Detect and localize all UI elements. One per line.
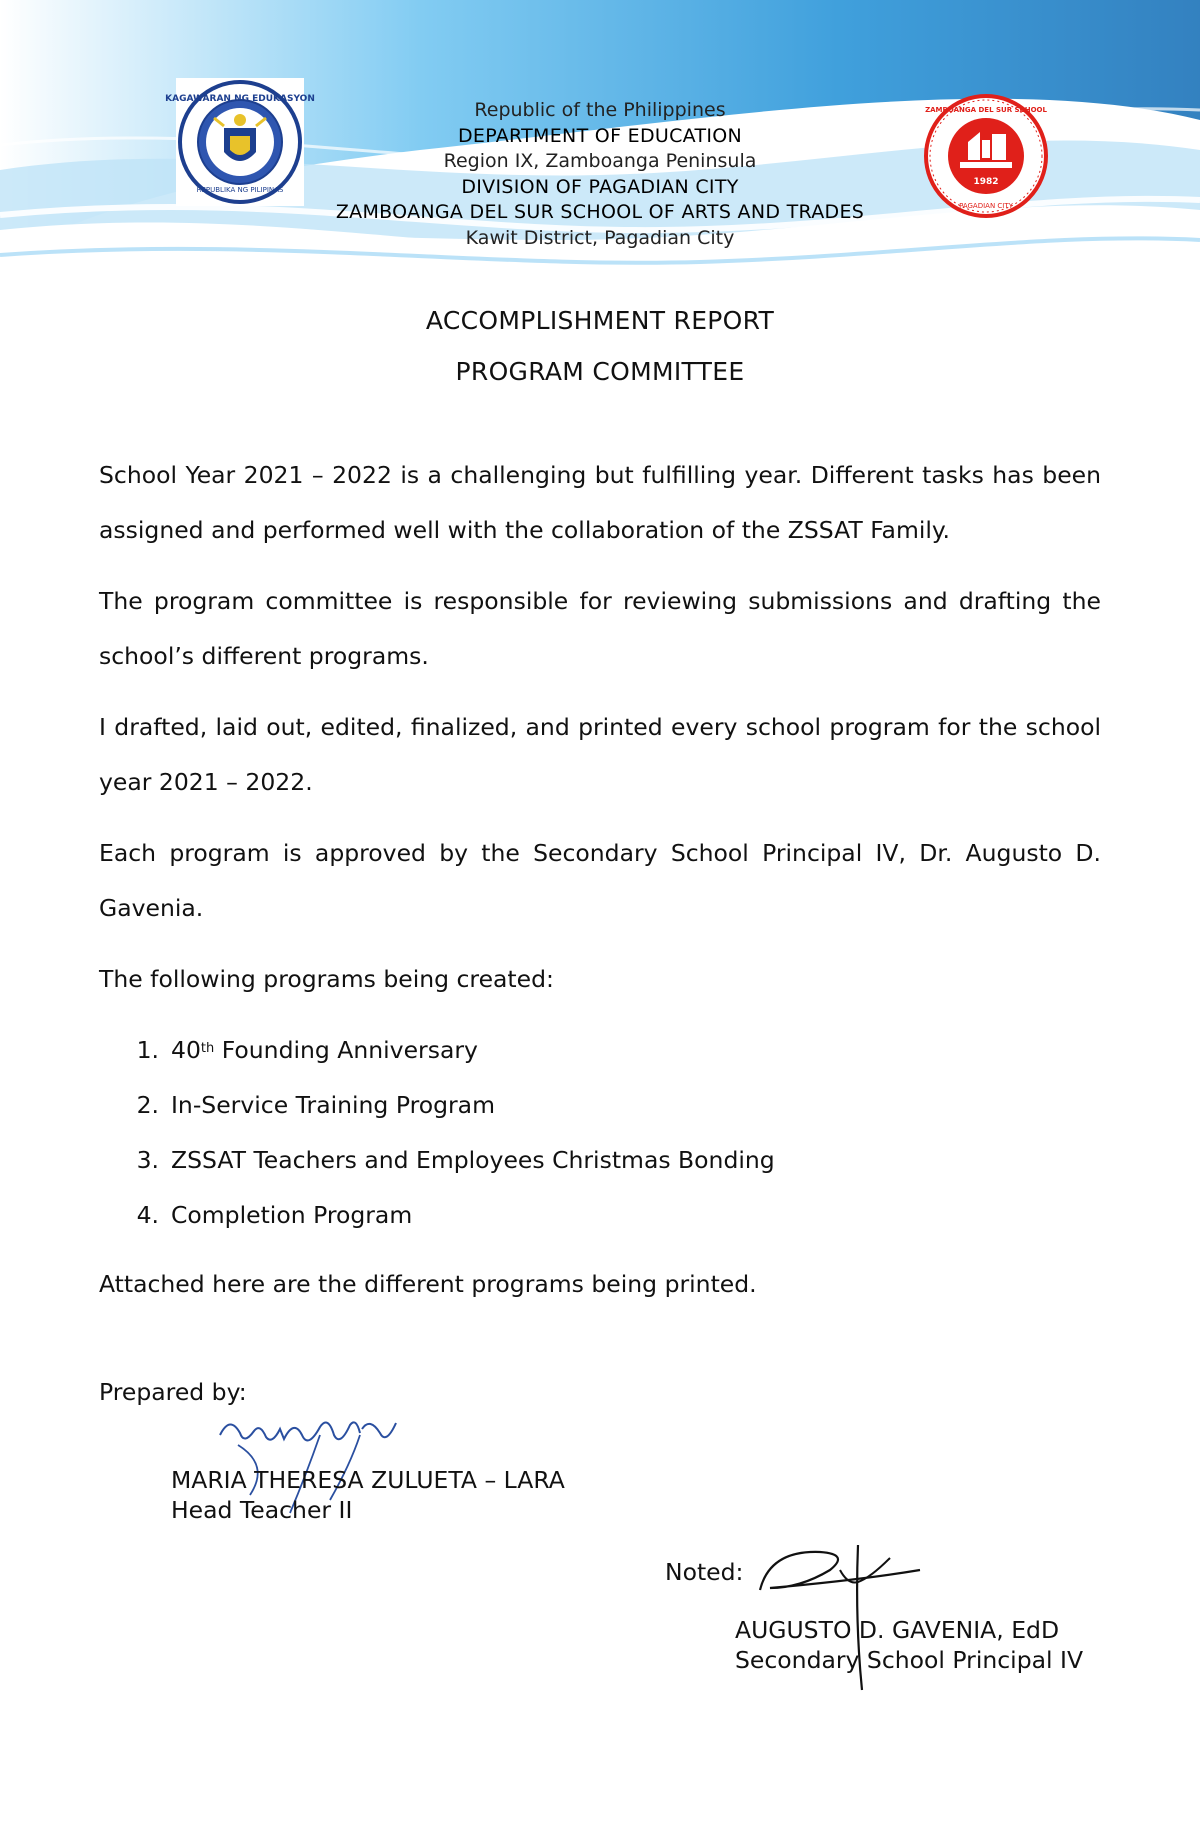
letterhead-department: DEPARTMENT OF EDUCATION — [457, 124, 743, 147]
list-item — [99, 1133, 1101, 1188]
letterhead — [0, 98, 1200, 251]
list-number: 3. — [136, 1146, 159, 1174]
svg-text:ZAMBOANGA DEL SUR SCHOOL: ZAMBOANGA DEL SUR SCHOOL — [925, 106, 1047, 114]
letterhead-district: Kawit District, Pagadian City — [465, 226, 735, 249]
letterhead-region: Region IX, Zamboanga Peninsula — [443, 150, 757, 172]
letterhead-division: DIVISION OF PAGADIAN CITY — [461, 175, 739, 198]
program-list — [99, 1023, 1101, 1243]
list-number: 2. — [136, 1091, 159, 1119]
preparer-block — [171, 1465, 565, 1525]
list-text: 40th Founding Anniversary — [171, 1036, 478, 1064]
list-text: ZSSAT Teachers and Employees Christmas Bonding — [171, 1146, 775, 1174]
report-subtitle: PROGRAM COMMITTEE — [455, 357, 745, 386]
svg-text:1982: 1982 — [973, 177, 999, 187]
list-text: In-Service Training Program — [171, 1091, 495, 1119]
list-number: 1. — [136, 1036, 159, 1064]
paragraph: The program committee is responsible for reviewing submissions and drafting the school’s different programs. — [99, 587, 1101, 670]
preparer-name: MARIA THERESA ZULUETA – LARA — [171, 1466, 565, 1494]
paragraph: The following programs being created: — [99, 965, 554, 993]
svg-text:PAGADIAN CITY: PAGADIAN CITY — [959, 202, 1013, 210]
closing-paragraph: Attached here are the different programs being printed. — [99, 1270, 757, 1298]
list-item — [99, 1023, 1101, 1078]
letterhead-republic: Republic of the Philippines — [474, 99, 726, 121]
noted-label: Noted: — [665, 1558, 744, 1586]
report-body — [99, 448, 1101, 1328]
paragraph: School Year 2021 – 2022 is a challenging but fulfilling year. Different tasks has been assigned and performed well with the collaboration of the ZSSAT Family. — [99, 461, 1101, 544]
svg-text:KAGAWARAN NG EDUKASYON: KAGAWARAN NG EDUKASYON — [165, 94, 315, 104]
svg-text:REPUBLIKA NG PILIPINAS: REPUBLIKA NG PILIPINAS — [196, 186, 284, 194]
list-number: 4. — [136, 1201, 159, 1229]
list-item — [99, 1078, 1101, 1133]
noter-block — [735, 1615, 1083, 1675]
preparer-position: Head Teacher II — [171, 1496, 353, 1524]
report-title: ACCOMPLISHMENT REPORT — [425, 306, 775, 335]
letterhead-school: ZAMBOANGA DEL SUR SCHOOL OF ARTS AND TRADES — [335, 201, 865, 223]
paragraph: Each program is approved by the Secondary School Principal IV, Dr. Augusto D. Gavenia. — [99, 839, 1101, 922]
list-item — [99, 1188, 1101, 1243]
noter-name: AUGUSTO D. GAVENIA, EdD — [735, 1616, 1060, 1644]
noter-position: Secondary School Principal IV — [735, 1646, 1084, 1674]
prepared-by-label: Prepared by: — [99, 1378, 247, 1406]
paragraph: I drafted, laid out, edited, finalized, and printed every school program for the school year 2021 – 2022. — [99, 713, 1101, 796]
list-text: Completion Program — [171, 1201, 413, 1229]
